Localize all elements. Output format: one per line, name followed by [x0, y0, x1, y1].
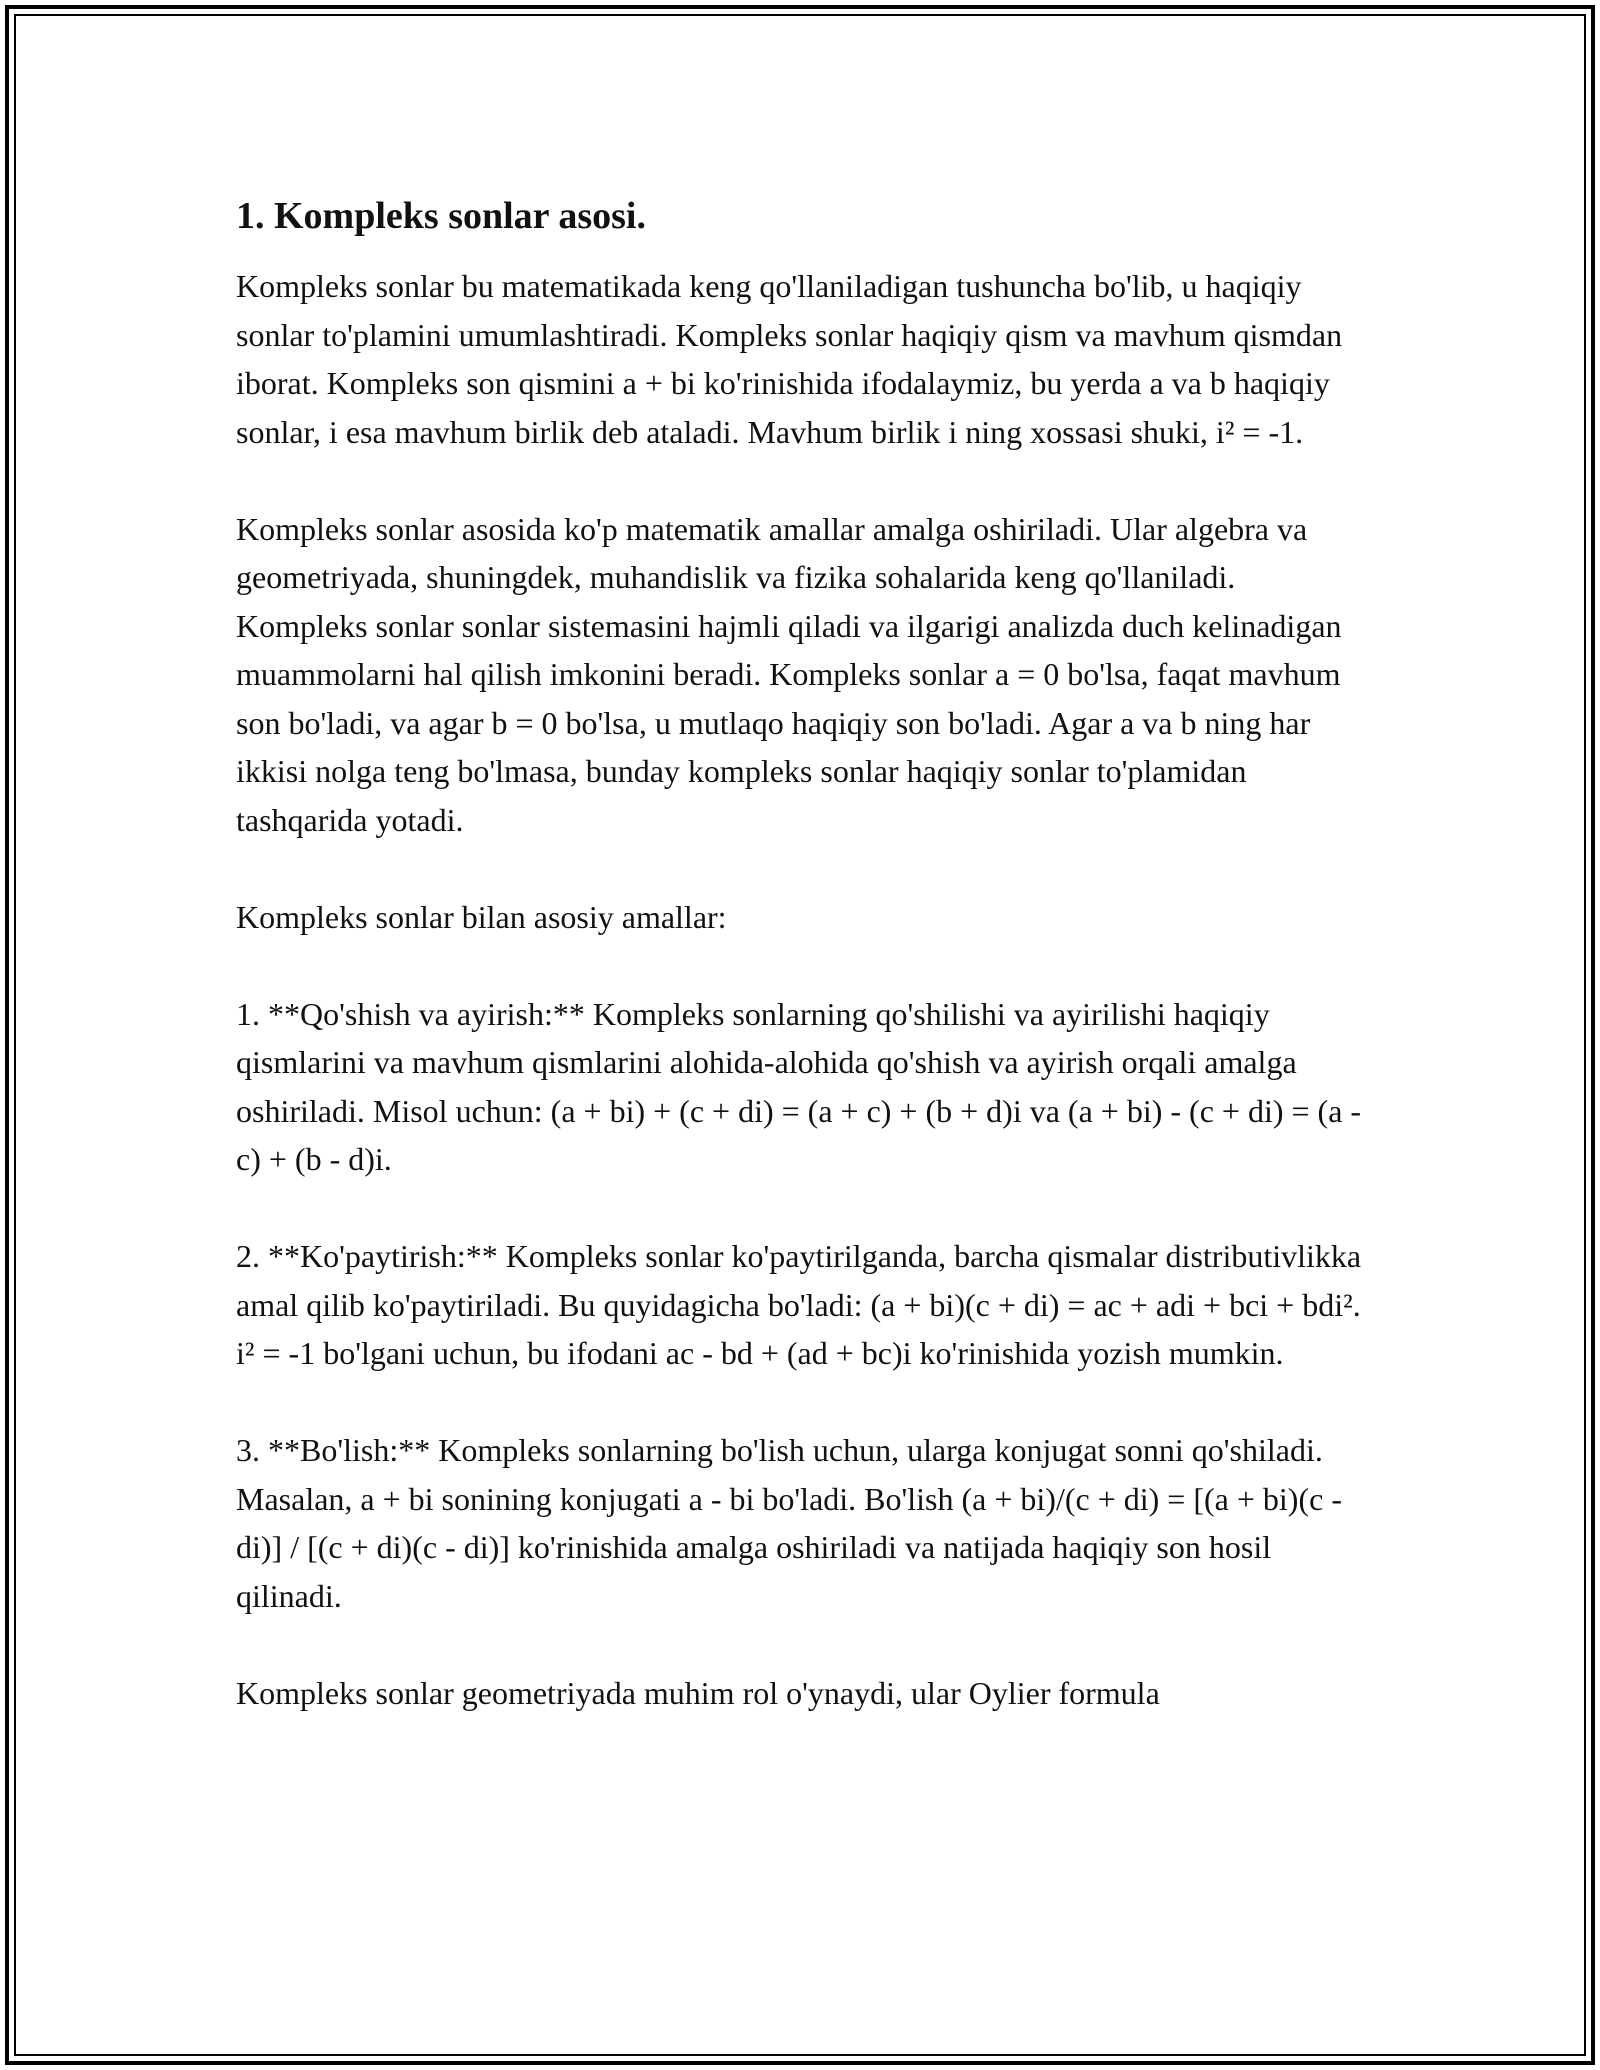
- paragraph-geometry: Kompleks sonlar geometriyada muhim rol o'ynaydi, ular Oylier formula: [236, 1674, 1160, 1711]
- document-title: 1. Kompleks sonlar asosi.: [236, 195, 646, 237]
- document-body: [236, 188, 1366, 1717]
- paragraph-multiplication: 2. **Ko'paytirish:** Kompleks sonlar ko'paytirilganda, barcha qismalar distributivlikka amal qilib ko'paytiriladi. Bu quyidagicha bo'ladi: (a + bi)(c + di) = ac + adi + bci + bdi². i² = -1 bo'lgani uchun, bu ifodani ac - bd + (ad + bc)i ko'rinishida yozish mumkin.: [236, 1238, 1362, 1371]
- paragraph-applications: Kompleks sonlar asosida ko'p matematik amallar amalga oshiriladi. Ular algebra va geometriyada, shuningdek, muhandislik va fizika sohalarida keng qo'llaniladi. Kompleks sonlar sonlar sistemasini hajmli qiladi va ilgarigi analizda duch kelinadigan muammolarni hal qilish imkonini beradi. Kompleks sonlar a = 0 bo'lsa, faqat mavhum son bo'ladi, va agar b = 0 bo'lsa, u mutlaqo haqiqiy son bo'ladi. Agar a va b ning har ikkisi nolga teng bo'lmasa, bunday kompleks sonlar haqiqiy sonlar to'plamidan tashqarida yotadi.: [236, 510, 1342, 838]
- paragraph-operations-heading: Kompleks sonlar bilan asosiy amallar:: [236, 898, 727, 935]
- paragraph-intro: Kompleks sonlar bu matematikada keng qo'llaniladigan tushuncha bo'lib, u haqiqiy sonlar to'plamini umumlashtiradi. Kompleks sonlar haqiqiy qism va mavhum qismdan iborat. Kompleks son qismini a + bi ko'rinishida ifodalaymiz, bu yerda a va b haqiqiy sonlar, i esa mavhum birlik deb ataladi. Mavhum birlik i ning xossasi shuki, i² = -1.: [236, 268, 1343, 450]
- paragraph-division: 3. **Bo'lish:** Kompleks sonlarning bo'lish uchun, ularga konjugat sonni qo'shiladi. Masalan, a + bi sonining konjugati a - bi bo'ladi. Bo'lish (a + bi)/(c + di) = [(a + bi)(c - di)] / [(c + di)(c - di)] ko'rinishida amalga oshiriladi va natijada haqiqiy son hosil qilinadi.: [236, 1432, 1342, 1614]
- paragraph-addition: 1. **Qo'shish va ayirish:** Kompleks sonlarning qo'shilishi va ayirilishi haqiqiy qismlarini va mavhum qismlarini alohida-alohida qo'shish va ayirish orqali amalga oshiriladi. Misol uchun: (a + bi) + (c + di) = (a + c) + (b + d)i va (a + bi) - (c + di) = (a - c) + (b - d)i.: [236, 995, 1362, 1177]
